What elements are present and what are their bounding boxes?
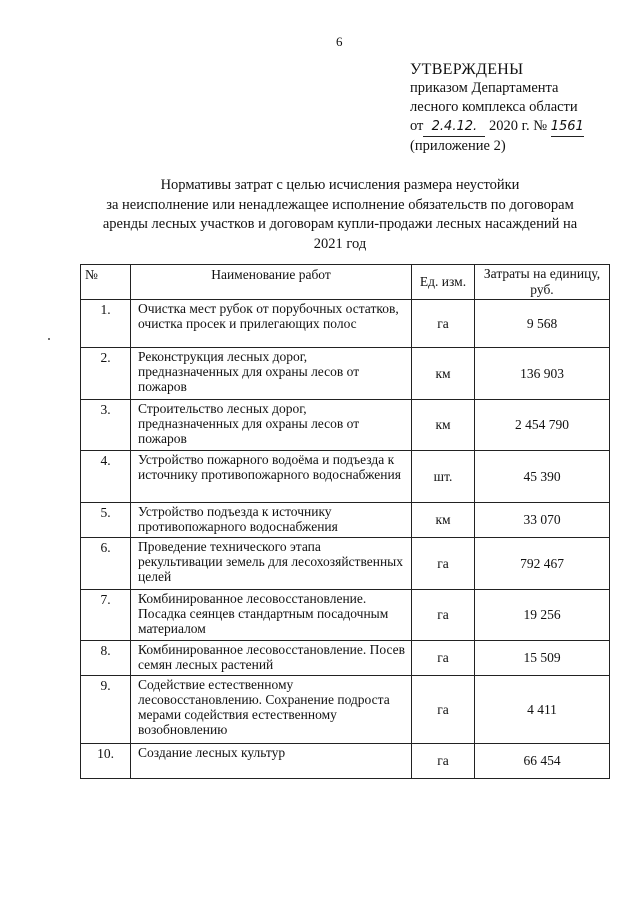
approval-date-line: [410, 117, 584, 137]
row-unit: га: [412, 744, 475, 779]
row-unit: га: [412, 641, 475, 676]
row-unit: км: [412, 348, 475, 400]
row-name: Реконструкция лесных дорог, предназначенных для охраны лесов от пожаров: [131, 348, 412, 400]
row-unit: га: [412, 590, 475, 641]
table-row: [81, 538, 610, 590]
row-cost: 19 256: [475, 590, 610, 641]
row-name: Устройство пожарного водоёма и подъезда к источнику противопожарного водоснабжения: [131, 451, 412, 503]
norms-table: [80, 264, 610, 779]
row-unit: км: [412, 400, 475, 451]
row-unit: шт.: [412, 451, 475, 503]
row-num: 8.: [81, 641, 131, 676]
table-row: [81, 590, 610, 641]
row-cost: 66 454: [475, 744, 610, 779]
row-cost: 136 903: [475, 348, 610, 400]
title-line: Нормативы затрат с целью исчисления размера неустойки: [160, 177, 520, 193]
title-line: за неисполнение или ненадлежащее исполнение обязательств по договорам: [106, 196, 574, 213]
row-unit: км: [412, 503, 475, 538]
table-header-row: [81, 265, 610, 300]
document-title: [70, 176, 610, 254]
row-num: 1.: [81, 300, 131, 348]
row-num: 5.: [81, 503, 131, 538]
table-row: [81, 676, 610, 744]
row-name: Строительство лесных дорог, предназначенных для охраны лесов от пожаров: [131, 400, 412, 451]
row-num: 2.: [81, 348, 131, 400]
table-row: [81, 400, 610, 451]
year-number-label: 2020 г. №: [489, 118, 548, 134]
row-cost: 792 467: [475, 538, 610, 590]
row-cost: 45 390: [475, 451, 610, 503]
row-name: Содействие естественному лесовосстановлению. Сохранение подроста мерами содействия естественному возобновлению: [131, 676, 412, 744]
title-line: аренды лесных участков и договорам купли-продажи лесных насаждений на: [102, 216, 578, 232]
row-num: 4.: [81, 451, 131, 503]
row-cost: 33 070: [475, 503, 610, 538]
handwritten-order-number: 1561: [551, 117, 584, 137]
row-num: 3.: [81, 400, 131, 451]
table-row: [81, 348, 610, 400]
row-cost: 4 411: [475, 676, 610, 744]
approval-stamp: [410, 60, 584, 156]
scan-speck: [48, 338, 50, 340]
header-name: Наименование работ: [131, 265, 412, 300]
approval-line-2: лесного комплекса области: [410, 99, 578, 115]
page-number: 6: [336, 34, 343, 49]
title-line: 2021 год: [313, 235, 367, 252]
row-name: Очистка мест рубок от порубочных остатков, очистка просек и прилегающих полос: [131, 300, 412, 348]
handwritten-date: 2.4.12.: [423, 117, 485, 137]
approval-line-1: приказом Департамента: [410, 80, 559, 96]
row-name: Комбинированное лесовосстановление. Посев семян лесных растений: [131, 641, 412, 676]
row-cost: 2 454 790: [475, 400, 610, 451]
table-row: [81, 641, 610, 676]
from-prefix: от: [410, 118, 424, 134]
table-row: [81, 503, 610, 538]
row-unit: га: [412, 300, 475, 348]
row-num: 10.: [81, 744, 131, 779]
row-unit: га: [412, 676, 475, 744]
row-name: Устройство подъезда к источнику противопожарного водоснабжения: [131, 503, 412, 538]
table-row: [81, 451, 610, 503]
row-name: Комбинированное лесовосстановление. Посадка сеянцев стандартным посадочным материалом: [131, 590, 412, 641]
row-unit: га: [412, 538, 475, 590]
header-num: №: [81, 265, 131, 300]
row-cost: 15 509: [475, 641, 610, 676]
appendix-label: (приложение 2): [410, 138, 506, 154]
header-cost: Затраты на единицу, руб.: [475, 265, 610, 300]
row-num: 6.: [81, 538, 131, 590]
row-num: 7.: [81, 590, 131, 641]
approval-title: УТВЕРЖДЕНЫ: [410, 61, 524, 78]
row-cost: 9 568: [475, 300, 610, 348]
table-row: [81, 300, 610, 348]
row-name: Проведение технического этапа рекультивации земель для лесохозяйственных целей: [131, 538, 412, 590]
row-num: 9.: [81, 676, 131, 744]
table-row: [81, 744, 610, 779]
row-name: Создание лесных культур: [131, 744, 412, 779]
header-unit: Ед. изм.: [412, 265, 475, 300]
